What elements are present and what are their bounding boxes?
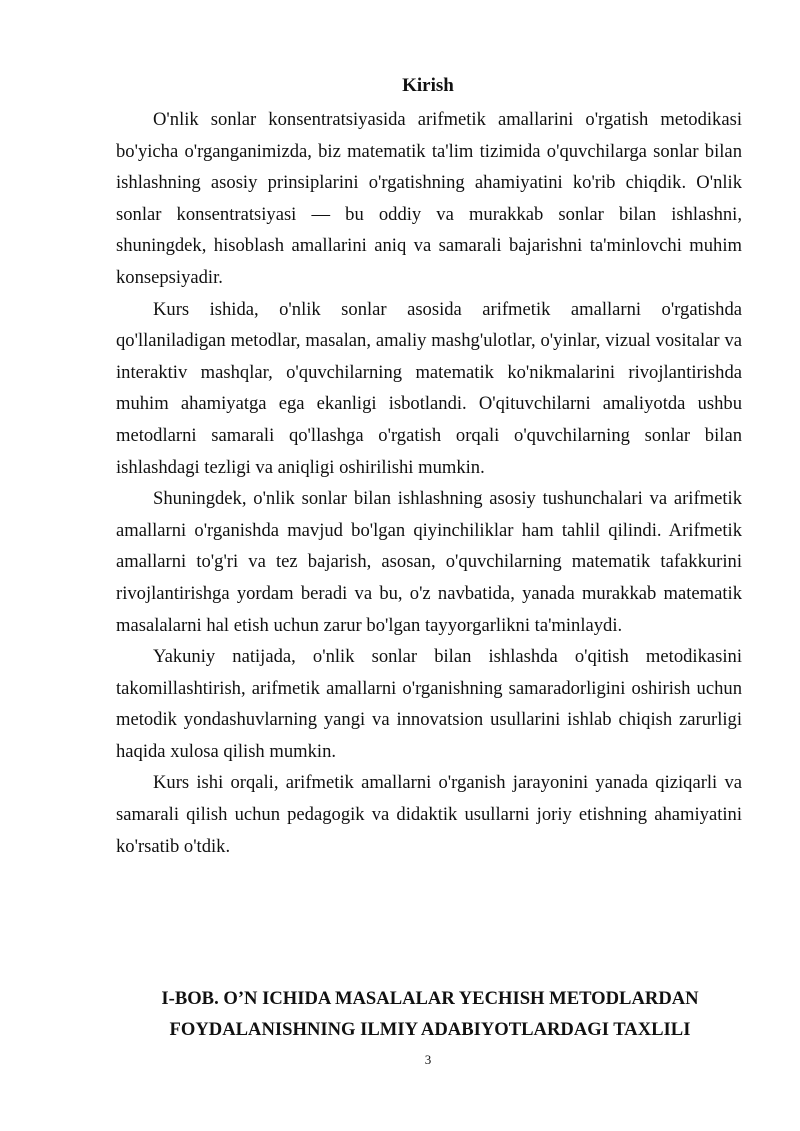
paragraph: Kurs ishi orqali, arifmetik amallarni o'rganish jarayonini yanada qiziqarli va samarali qilish uchun pedagogik va didaktik usullarni joriy etishning ahamiyatini ko'rsatib o'tdik. (116, 772, 742, 857)
chapter-heading-line-1: I-BOB. O’N ICHIDA MASALALAR YECHISH METODLARDAN (161, 988, 699, 1009)
body-text (116, 104, 742, 862)
chapter-heading-line-2: FOYDALANISHNING ILMIY ADABIYOTLARDAGI TAXLILI (169, 1019, 691, 1040)
section-title: Kirish (402, 75, 454, 96)
paragraph: Shuningdek, o'nlik sonlar bilan ishlashning asosiy tushunchalari va arifmetik amallarni o'rganishda mavjud bo'lgan qiyinchiliklar ham tahlil qilindi. Arifmetik amallarni to'g'ri va tez bajarish, asosan, o'quvchilarning matematik tafakkurini rivojlantirishga yordam beradi va bu, o'z navbatida, yanada murakkab matematik masalalarni hal etish uchun zarur bo'lgan tayyorgarlikni ta'minlaydi. (116, 488, 742, 636)
paragraph: Yakuniy natijada, o'nlik sonlar bilan ishlashda o'qitish metodikasini takomillashtirish, arifmetik amallarni o'rganishning samaradorligini oshirish uchun metodik yondashuvlarning yangi va innovatsion usullarini ishlab chiqish zarurligi haqida xulosa qilish mumkin. (116, 646, 742, 762)
page-number: 3 (424, 1052, 432, 1067)
paragraph: O'nlik sonlar konsentratsiyasida arifmetik amallarini o'rgatish metodikasi bo'yicha o'rganganimizda, biz matematik ta'lim tizimida o'quvchilarga sonlar bilan ishlashning asosiy prinsiplarini o'rgatishning ahamiyatini ko'rib chiqdik. O'nlik sonlar konsentratsiyasi — bu oddiy va murakkab sonlar bilan ishlashni, shuningdek, hisoblash amallarini aniq va samarali bajarishni ta'minlovchi muhim konsepsiyadir. (116, 109, 742, 288)
paragraph: Kurs ishida, o'nlik sonlar asosida arifmetik amallarni o'rgatishda qo'llaniladigan metodlar, masalan, amaliy mashg'ulotlar, o'yinlar, vizual vositalar va interaktiv mashqlar, o'quvchilarning matematik ko'nikmalarini rivojlantirishda muhim ahamiyatga ega ekanligi isbotlandi. O'qituvchilarni amaliyotda ushbu metodlarni samarali qo'llashga o'rgatish orqali o'quvchilarning sonlar bilan ishlashdagi tezligi va aniqligi oshirilishi mumkin. (116, 298, 742, 478)
